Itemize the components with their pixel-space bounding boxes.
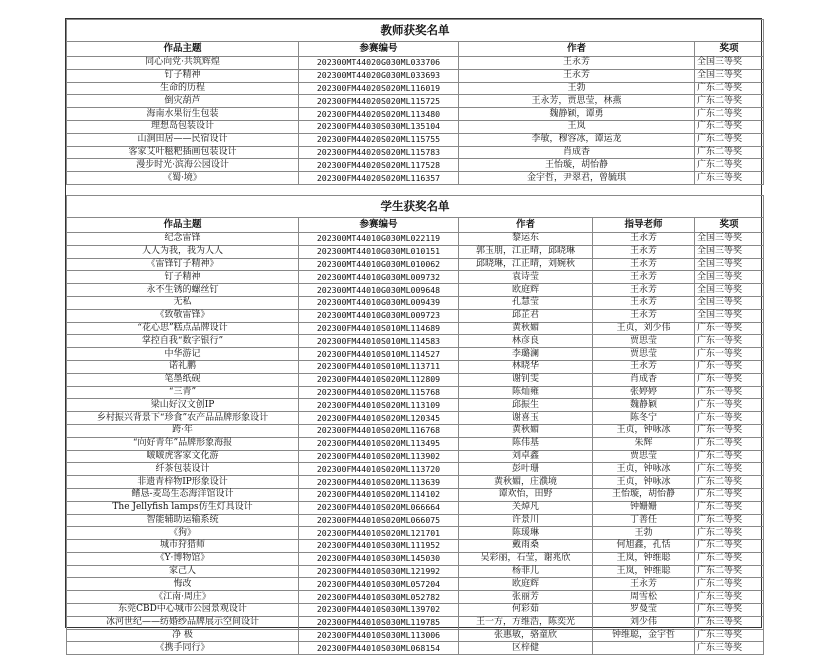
author-cell: 谢钊雯 xyxy=(459,373,593,386)
author-cell: 黄秋媚，庄濮境 xyxy=(459,476,593,489)
work-title-cell: 《致敬雷锋》 xyxy=(67,309,299,322)
award-cell: 广东一等奖 xyxy=(695,424,764,437)
work-title-cell: 非遗青梓物IP形象设计 xyxy=(67,476,299,489)
entry-code-cell: 202300FM44010S030ML111952 xyxy=(299,540,459,553)
work-title-cell: 冰河世纪——纺婚纱品牌展示空间设计 xyxy=(67,616,299,629)
author-cell: 王永芳 xyxy=(459,57,695,70)
work-title-cell: 永不生锈的螺丝钉 xyxy=(67,284,299,297)
advisor-cell: 朱辉 xyxy=(593,437,695,450)
author-cell: 王怡璇，胡怡静 xyxy=(459,159,695,172)
work-title-cell: 诺礼鹏 xyxy=(67,360,299,373)
award-cell: 全国三等奖 xyxy=(695,245,764,258)
entry-code-cell: 202300FM44010S030ML113006 xyxy=(299,629,459,642)
table-row xyxy=(67,424,764,437)
entry-code-cell: 202300FM44010S010ML114583 xyxy=(299,335,459,348)
work-title-cell: 乡村振兴背景下“珍食”农产品品牌形象设计 xyxy=(67,412,299,425)
entry-code-cell: 202300MT44010G030ML009732 xyxy=(299,271,459,284)
table-spacer xyxy=(66,185,761,195)
author-cell: 陈伟基 xyxy=(459,437,593,450)
table-row xyxy=(67,271,764,284)
advisor-cell: 钟维聪，金宇哲 xyxy=(593,629,695,642)
author-cell: 谭欢怡，田野 xyxy=(459,488,593,501)
table-row xyxy=(67,642,764,655)
author-cell: 许景川 xyxy=(459,514,593,527)
header-cell: 作者 xyxy=(459,217,593,232)
award-cell: 广东一等奖 xyxy=(695,335,764,348)
advisor-cell: 王岚，钟维聪 xyxy=(593,552,695,565)
table-row xyxy=(67,258,764,271)
table-row xyxy=(67,232,764,245)
advisor-cell xyxy=(593,642,695,655)
award-cell: 广东二等奖 xyxy=(695,437,764,450)
work-title-cell: 漫步时光·滨海公园设计 xyxy=(67,159,299,172)
work-title-cell: 海南水果衍生包装 xyxy=(67,108,299,121)
advisor-cell: 王勃 xyxy=(593,527,695,540)
author-cell: 何彩茹 xyxy=(459,604,593,617)
table-row xyxy=(67,373,764,386)
work-title-cell: 倒灾葫芦 xyxy=(67,95,299,108)
entry-code-cell: 202300FM44030S030ML135104 xyxy=(299,120,459,133)
header-cell: 参赛编号 xyxy=(299,217,459,232)
work-title-cell: “花心思”糕点品牌设计 xyxy=(67,322,299,335)
entry-code-cell: 202300MT44010G030ML010062 xyxy=(299,258,459,271)
work-title-cell: 《蜀·境》 xyxy=(67,172,299,185)
author-cell: 肖成香 xyxy=(459,146,695,159)
award-cell: 广东三等奖 xyxy=(695,642,764,655)
work-title-cell: 啵啵虎客家文化游 xyxy=(67,450,299,463)
advisor-cell: 贾思莹 xyxy=(593,450,695,463)
advisor-cell: 王永芳 xyxy=(593,578,695,591)
work-title-cell: The Jellyfish lamps仿生灯具设计 xyxy=(67,501,299,514)
table-row xyxy=(67,57,764,70)
work-title-cell: 纪念雷锋 xyxy=(67,232,299,245)
entry-code-cell: 202300FM44010S020ML066664 xyxy=(299,501,459,514)
entry-code-cell: 202300MT44010G030ML009648 xyxy=(299,284,459,297)
award-cell: 广东一等奖 xyxy=(695,399,764,412)
table-row xyxy=(67,437,764,450)
table-row xyxy=(67,488,764,501)
award-cell: 广东一等奖 xyxy=(695,386,764,399)
entry-code-cell: 202300FM44010S030ML119785 xyxy=(299,616,459,629)
entry-code-cell: 202300FM44010S030ML139702 xyxy=(299,604,459,617)
table-row xyxy=(67,552,764,565)
table-row xyxy=(67,591,764,604)
advisor-cell: 王永芳 xyxy=(593,232,695,245)
entry-code-cell: 202300FM44020S020ML115783 xyxy=(299,146,459,159)
advisor-cell: 王怡璇，胡怡静 xyxy=(593,488,695,501)
award-cell: 广东二等奖 xyxy=(695,476,764,489)
author-cell: 邱晓琳，江正晴，刘婉秋 xyxy=(459,258,593,271)
entry-code-cell: 202300FM44020S020ML115755 xyxy=(299,133,459,146)
author-cell: 王永芳，贾思莹，林燕 xyxy=(459,95,695,108)
entry-code-cell: 202300FM44010S030ML121992 xyxy=(299,565,459,578)
entry-code-cell: 202300MT44010G030ML022119 xyxy=(299,232,459,245)
author-cell: 邱芷君 xyxy=(459,309,593,322)
author-cell: 李璐澜 xyxy=(459,348,593,361)
advisor-cell: 陈冬宁 xyxy=(593,412,695,425)
author-cell: 陈瑗琳 xyxy=(459,527,593,540)
work-title-cell: 家己人 xyxy=(67,565,299,578)
table-row xyxy=(67,476,764,489)
advisor-cell: 王岚，钟维聪 xyxy=(593,565,695,578)
award-cell: 广东二等奖 xyxy=(695,450,764,463)
table-row xyxy=(67,108,764,121)
advisor-cell: 罗曼莹 xyxy=(593,604,695,617)
award-cell: 广东二等奖 xyxy=(695,578,764,591)
author-cell: 刘卓鑫 xyxy=(459,450,593,463)
author-cell: 林彦良 xyxy=(459,335,593,348)
award-cell: 广东一等奖 xyxy=(695,348,764,361)
award-cell: 广东二等奖 xyxy=(695,488,764,501)
author-cell: 黎运东 xyxy=(459,232,593,245)
table-row xyxy=(67,322,764,335)
entry-code-cell: 202300FM44010S020ML113720 xyxy=(299,463,459,476)
author-cell: 欧庭辉 xyxy=(459,284,593,297)
award-cell: 全国三等奖 xyxy=(695,69,764,82)
work-title-cell: 《Y·博物馆》 xyxy=(67,552,299,565)
header-cell: 作者 xyxy=(459,42,695,57)
header-cell: 奖项 xyxy=(695,217,764,232)
student-award-table xyxy=(66,195,764,655)
work-title-cell: 客家艾叶糍粑插画包装设计 xyxy=(67,146,299,159)
advisor-cell: 王永芳 xyxy=(593,271,695,284)
entry-code-cell: 202300FM44010S020ML066075 xyxy=(299,514,459,527)
entry-code-cell: 202300FM44010S030ML052782 xyxy=(299,591,459,604)
entry-code-cell: 202300FM44010S030ML145030 xyxy=(299,552,459,565)
entry-code-cell: 202300FM44010S030ML068154 xyxy=(299,642,459,655)
header-cell: 奖项 xyxy=(695,42,764,57)
entry-code-cell: 202300FM44010S020ML113902 xyxy=(299,450,459,463)
author-cell: 区梓健 xyxy=(459,642,593,655)
work-title-cell: 智能辅助运输系统 xyxy=(67,514,299,527)
award-cell: 广东二等奖 xyxy=(695,540,764,553)
author-cell: 彭叶珊 xyxy=(459,463,593,476)
table-row xyxy=(67,450,764,463)
work-title-cell: 山涧田居——民宿设计 xyxy=(67,133,299,146)
table-row xyxy=(67,95,764,108)
advisor-cell: 何旭鑫，孔恬 xyxy=(593,540,695,553)
work-title-cell: 理想岛包装设计 xyxy=(67,120,299,133)
entry-code-cell: 202300FM44010S010ML114527 xyxy=(299,348,459,361)
work-title-cell: 笔墨纸砚 xyxy=(67,373,299,386)
work-title-cell: 东莞CBD中心城市公园景观设计 xyxy=(67,604,299,617)
teacher-header-row xyxy=(67,42,764,57)
award-cell: 广东三等奖 xyxy=(695,172,764,185)
work-title-cell: 城市狩猎师 xyxy=(67,540,299,553)
table-row xyxy=(67,159,764,172)
work-title-cell: 鳍恳-麦岛生态海洋馆设计 xyxy=(67,488,299,501)
table-row xyxy=(67,348,764,361)
award-cell: 广东二等奖 xyxy=(695,133,764,146)
award-cell: 广东一等奖 xyxy=(695,322,764,335)
author-cell: 郭玉朋，江正晴，邱晓琳 xyxy=(459,245,593,258)
award-cell: 广东二等奖 xyxy=(695,565,764,578)
advisor-cell: 丁善任 xyxy=(593,514,695,527)
award-cell: 广东三等奖 xyxy=(695,616,764,629)
award-cell: 广东二等奖 xyxy=(695,514,764,527)
entry-code-cell: 202300FM44010S030ML057204 xyxy=(299,578,459,591)
advisor-cell: 王永芳 xyxy=(593,360,695,373)
award-cell: 全国三等奖 xyxy=(695,232,764,245)
entry-code-cell: 202300FM44010S020ML115768 xyxy=(299,386,459,399)
table-row xyxy=(67,82,764,95)
table-row xyxy=(67,245,764,258)
author-cell: 魏静颖，谭勇 xyxy=(459,108,695,121)
work-title-cell: 《狗》 xyxy=(67,527,299,540)
table-row xyxy=(67,565,764,578)
table-row xyxy=(67,133,764,146)
author-cell: 张丽芳 xyxy=(459,591,593,604)
table-row xyxy=(67,386,764,399)
entry-code-cell: 202300FM44010S020ML113109 xyxy=(299,399,459,412)
award-cell: 广东三等奖 xyxy=(695,604,764,617)
work-title-cell: 《携手同行》 xyxy=(67,642,299,655)
author-cell: 黄秋媚 xyxy=(459,424,593,437)
work-title-cell: 跨·年 xyxy=(67,424,299,437)
work-title-cell: 钉子精神 xyxy=(67,271,299,284)
entry-code-cell: 202300MT44010G030ML010151 xyxy=(299,245,459,258)
award-cell: 广东二等奖 xyxy=(695,501,764,514)
entry-code-cell: 202300FM44010S010ML113711 xyxy=(299,360,459,373)
table-row xyxy=(67,146,764,159)
entry-code-cell: 202300FM44010S020ML114102 xyxy=(299,488,459,501)
work-title-cell: “向好青年”品牌形象海报 xyxy=(67,437,299,450)
award-cell: 全国三等奖 xyxy=(695,57,764,70)
work-title-cell: 梁山好汉文创IP xyxy=(67,399,299,412)
author-cell: 陈灿雍 xyxy=(459,386,593,399)
table-row xyxy=(67,616,764,629)
author-cell: 王岚 xyxy=(459,120,695,133)
entry-code-cell: 202300FM44020S020ML115725 xyxy=(299,95,459,108)
entry-code-cell: 202300FM44020S020ML116019 xyxy=(299,82,459,95)
advisor-cell: 王永芳 xyxy=(593,245,695,258)
award-cell: 广东三等奖 xyxy=(695,591,764,604)
author-cell: 金宇哲，尹翠君，曾毓琪 xyxy=(459,172,695,185)
table-row xyxy=(67,501,764,514)
entry-code-cell: 202300MT44020G030ML033706 xyxy=(299,57,459,70)
advisor-cell: 贾思莹 xyxy=(593,348,695,361)
table-row xyxy=(67,578,764,591)
award-cell: 全国三等奖 xyxy=(695,258,764,271)
award-cell: 广东一等奖 xyxy=(695,360,764,373)
entry-code-cell: 202300FM44020S020ML113480 xyxy=(299,108,459,121)
header-cell: 作品主题 xyxy=(67,42,299,57)
teacher-table-title: 教师获奖名单 xyxy=(67,20,764,42)
entry-code-cell: 202300MT44020G030ML033693 xyxy=(299,69,459,82)
advisor-cell: 刘少伟 xyxy=(593,616,695,629)
work-title-cell: 生命的历程 xyxy=(67,82,299,95)
author-cell: 李敏，穆容冰，谭运龙 xyxy=(459,133,695,146)
header-cell: 作品主题 xyxy=(67,217,299,232)
table-row xyxy=(67,527,764,540)
award-cell: 全国三等奖 xyxy=(695,296,764,309)
award-cell: 广东二等奖 xyxy=(695,146,764,159)
work-title-cell: 《江南·周庄》 xyxy=(67,591,299,604)
entry-code-cell: 202300MT44010G030ML009723 xyxy=(299,309,459,322)
author-cell: 孔慧莹 xyxy=(459,296,593,309)
award-cell: 广东二等奖 xyxy=(695,159,764,172)
award-cell: 广东三等奖 xyxy=(695,629,764,642)
advisor-cell: 钟姗姗 xyxy=(593,501,695,514)
advisor-cell: 王贞，钟咏冰 xyxy=(593,424,695,437)
advisor-cell: 王贞，钟咏冰 xyxy=(593,476,695,489)
entry-code-cell: 202300FM44020S020ML116357 xyxy=(299,172,459,185)
entry-code-cell: 202300FM44010S020ML113495 xyxy=(299,437,459,450)
author-cell: 欧庭辉 xyxy=(459,578,593,591)
entry-code-cell: 202300FM44010S020ML112809 xyxy=(299,373,459,386)
entry-code-cell: 202300MT44010G030ML009439 xyxy=(299,296,459,309)
entry-code-cell: 202300FM44010S020ML113639 xyxy=(299,476,459,489)
award-cell: 广东二等奖 xyxy=(695,82,764,95)
header-cell: 指导老师 xyxy=(593,217,695,232)
table-row xyxy=(67,120,764,133)
teacher-award-table xyxy=(66,19,764,185)
table-row xyxy=(67,463,764,476)
work-title-cell: 钉子精神 xyxy=(67,69,299,82)
award-list-sheet xyxy=(65,18,762,653)
student-table-title: 学生获奖名单 xyxy=(67,195,764,217)
award-cell: 全国三等奖 xyxy=(695,309,764,322)
award-cell: 广东二等奖 xyxy=(695,95,764,108)
table-row xyxy=(67,412,764,425)
author-cell: 林晓华 xyxy=(459,360,593,373)
award-cell: 广东二等奖 xyxy=(695,552,764,565)
advisor-cell: 王永芳 xyxy=(593,296,695,309)
table-row xyxy=(67,69,764,82)
advisor-cell: 贾思莹 xyxy=(593,335,695,348)
table-row xyxy=(67,335,764,348)
work-title-cell: 纤茶包装设计 xyxy=(67,463,299,476)
advisor-cell: 王永芳 xyxy=(593,258,695,271)
advisor-cell: 张婷婷 xyxy=(593,386,695,399)
work-title-cell: “三青” xyxy=(67,386,299,399)
advisor-cell: 肖成香 xyxy=(593,373,695,386)
work-title-cell: 悔改 xyxy=(67,578,299,591)
advisor-cell: 周雪松 xyxy=(593,591,695,604)
student-header-row xyxy=(67,217,764,232)
author-cell: 张惠敏，骆童欣 xyxy=(459,629,593,642)
author-cell: 王勃 xyxy=(459,82,695,95)
table-row xyxy=(67,399,764,412)
table-row xyxy=(67,360,764,373)
advisor-cell: 王贞，钟咏冰 xyxy=(593,463,695,476)
author-cell: 王一方，方维浩，陈奕光 xyxy=(459,616,593,629)
advisor-cell: 王贞，刘少伟 xyxy=(593,322,695,335)
award-cell: 广东二等奖 xyxy=(695,463,764,476)
table-row xyxy=(67,604,764,617)
table-row xyxy=(67,514,764,527)
advisor-cell: 王永芳 xyxy=(593,284,695,297)
entry-code-cell: 202300FM44010S020ML121701 xyxy=(299,527,459,540)
award-cell: 全国三等奖 xyxy=(695,284,764,297)
award-cell: 广东二等奖 xyxy=(695,120,764,133)
award-cell: 广东一等奖 xyxy=(695,373,764,386)
table-row xyxy=(67,284,764,297)
entry-code-cell: 202300FM44010S010ML114689 xyxy=(299,322,459,335)
author-cell: 袁诗莹 xyxy=(459,271,593,284)
table-row xyxy=(67,629,764,642)
award-cell: 广东二等奖 xyxy=(695,108,764,121)
table-row xyxy=(67,172,764,185)
work-title-cell: 同心向党·共筑辉煌 xyxy=(67,57,299,70)
entry-code-cell: 202300FM44010S020ML116768 xyxy=(299,424,459,437)
work-title-cell: 净 极 xyxy=(67,629,299,642)
work-title-cell: 中华游记 xyxy=(67,348,299,361)
entry-code-cell: 202300FM44020S020ML117528 xyxy=(299,159,459,172)
work-title-cell: 《雷锋钉子精神》 xyxy=(67,258,299,271)
table-row xyxy=(67,309,764,322)
author-cell: 吴彩丽，石莹，谢兆欣 xyxy=(459,552,593,565)
author-cell: 谢喜玉 xyxy=(459,412,593,425)
author-cell: 王永芳 xyxy=(459,69,695,82)
award-cell: 广东二等奖 xyxy=(695,527,764,540)
author-cell: 关焯凡 xyxy=(459,501,593,514)
author-cell: 杨菲儿 xyxy=(459,565,593,578)
work-title-cell: 无私 xyxy=(67,296,299,309)
entry-code-cell: 202300FM44010S020ML120345 xyxy=(299,412,459,425)
advisor-cell: 魏静颖 xyxy=(593,399,695,412)
work-title-cell: 掌控自我“数字银行” xyxy=(67,335,299,348)
author-cell: 黄秋媚 xyxy=(459,322,593,335)
award-cell: 广东一等奖 xyxy=(695,412,764,425)
author-cell: 戴雨桑 xyxy=(459,540,593,553)
work-title-cell: 人人为我，我为人人 xyxy=(67,245,299,258)
advisor-cell: 王永芳 xyxy=(593,309,695,322)
award-cell: 全国三等奖 xyxy=(695,271,764,284)
author-cell: 邱振生 xyxy=(459,399,593,412)
header-cell: 参赛编号 xyxy=(299,42,459,57)
table-row xyxy=(67,540,764,553)
table-row xyxy=(67,296,764,309)
